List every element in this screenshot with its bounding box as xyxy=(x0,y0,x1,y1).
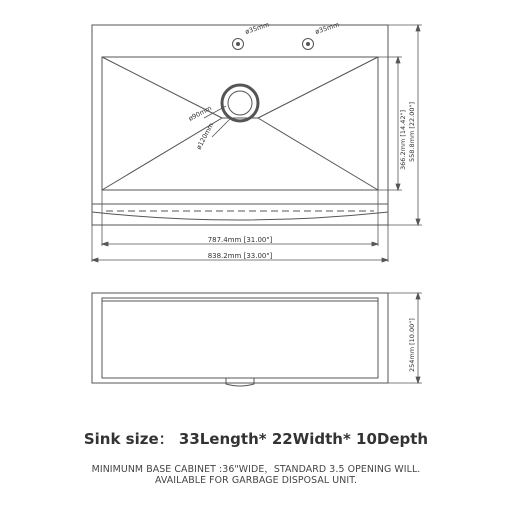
front-outer-outline xyxy=(92,293,388,383)
front-view xyxy=(92,293,388,386)
height-dimension xyxy=(388,293,422,383)
faucet-holes xyxy=(233,39,314,50)
drain-tailpiece xyxy=(226,378,254,386)
drain-outer-icon xyxy=(222,85,258,121)
cabinet-note-line1: MINIMUNM BASE CABINET :36"WIDE，STANDARD 3.5 OPENING WILL. xyxy=(91,464,421,475)
hole-right-label: ø35mm xyxy=(314,20,341,36)
overall-length-label: 838.2mm [33.00"] xyxy=(207,252,273,260)
bowl-slope-line xyxy=(258,118,378,190)
bowl-height-label: 254mm [10.00"] xyxy=(408,318,416,372)
bowl-outline xyxy=(102,57,378,190)
sink-size-heading: Sink size： 33Length* 22Width* 10Depth xyxy=(83,430,429,448)
hole-left-label: ø35mm xyxy=(244,20,271,36)
sink-outer-outline xyxy=(92,25,388,225)
drain-inner-icon xyxy=(228,91,252,115)
drain-outer-label: ø120mm xyxy=(194,121,216,151)
bowl-length-label: 787.4mm [31.00"] xyxy=(207,236,273,244)
top-view xyxy=(92,25,388,225)
cabinet-note-line2: AVAILABLE FOR GARBAGE DISPOSAL UNIT. xyxy=(154,475,358,486)
front-bowl-outline xyxy=(102,298,378,378)
apron-front xyxy=(92,212,388,220)
drain-inner-label: ø90mm xyxy=(187,104,213,123)
overall-depth-label: 558.8mm [22.00"] xyxy=(408,101,416,162)
bowl-depth-label: 366.2mm [14.42"] xyxy=(399,109,407,170)
bowl-slope-line xyxy=(258,57,378,118)
